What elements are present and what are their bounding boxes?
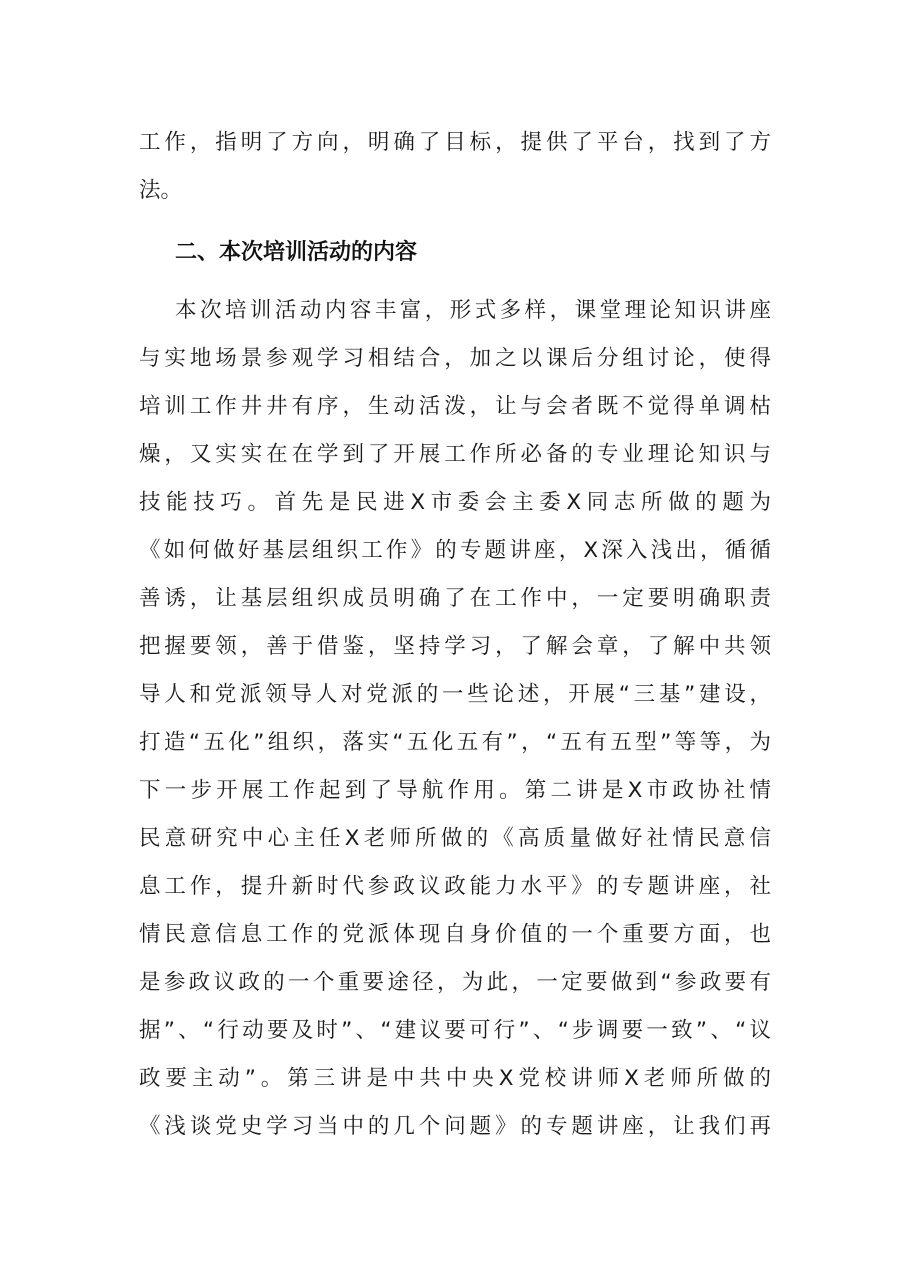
paragraph-line: 把握要领，善于借鉴，坚持学习，了解会章，了解中共领 [139, 634, 771, 659]
paragraph-line: 政要主动”。第三讲是中共中央X党校讲师X老师所做的 [139, 1066, 771, 1091]
paragraph-line: 据”、“行动要及时”、“建议要可行”、“步调要一致”、“议 [139, 1018, 771, 1043]
paragraph-line: 本次培训活动内容丰富，形式多样，课堂理论知识讲座 [175, 298, 771, 323]
paragraph-line: 息工作，提升新时代参政议政能力水平》的专题讲座，社 [139, 874, 771, 899]
paragraph-line: 工作，指明了方向，明确了目标，提供了平台，找到了方 [139, 130, 771, 155]
paragraph-line: 技能技巧。首先是民进X市委会主委X同志所做的题为 [139, 490, 771, 515]
paragraph-line: 培训工作井井有序，生动活泼，让与会者既不觉得单调枯 [139, 394, 771, 419]
section-heading: 二、本次培训活动的内容 [175, 240, 418, 265]
paragraph-line: 情民意信息工作的党派体现自身价值的一个重要方面，也 [139, 922, 771, 947]
paragraph-line: 《如何做好基层组织工作》的专题讲座，X深入浅出，循循 [139, 538, 771, 563]
paragraph-line: 《浅谈党史学习当中的几个问题》的专题讲座，让我们再 [139, 1114, 771, 1139]
paragraph-line: 与实地场景参观学习相结合，加之以课后分组讨论，使得 [139, 346, 771, 371]
body-paragraph [139, 287, 771, 1151]
paragraph-line: 民意研究中心主任X老师所做的《高质量做好社情民意信 [139, 826, 771, 851]
paragraph-line: 导人和党派领导人对党派的一些论述，开展“三基”建设， [139, 682, 771, 707]
paragraph-line: 是参政议政的一个重要途径，为此，一定要做到“参政要有 [139, 970, 771, 995]
paragraph-line: 善诱，让基层组织成员明确了在工作中，一定要明确职责 [139, 586, 771, 611]
paragraph-line: 法。 [139, 178, 183, 203]
intro-paragraph [139, 119, 771, 215]
paragraph-line: 燥，又实实在在学到了开展工作所必备的专业理论知识与 [139, 442, 771, 467]
paragraph-line: 下一步开展工作起到了导航作用。第二讲是X市政协社情 [139, 778, 771, 803]
paragraph-line: 打造“五化”组织，落实“五化五有”，“五有五型”等等，为 [139, 730, 771, 755]
